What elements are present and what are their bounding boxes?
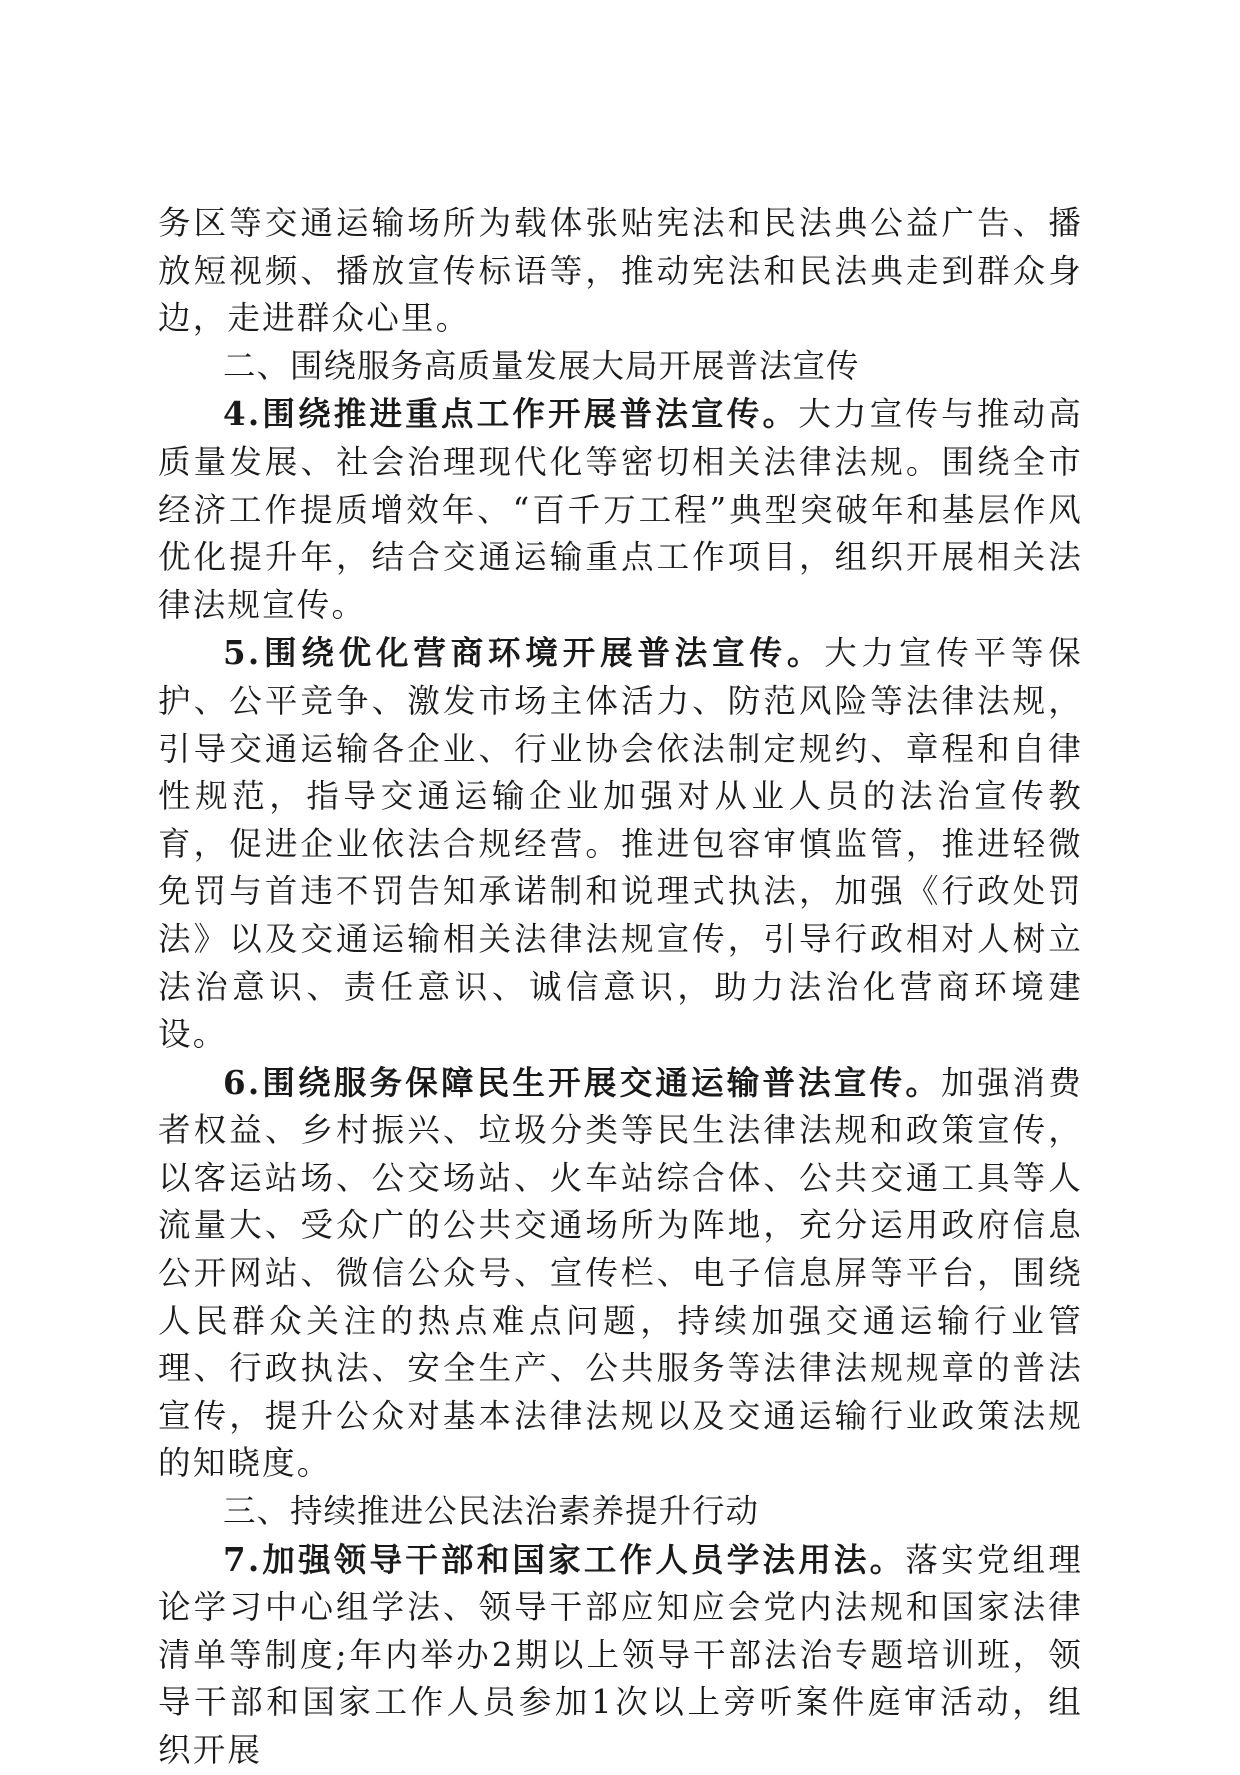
paragraph-text: 落实党组理论学习中心组学法、领导干部应知应会党内法规和国家法律清单等制度;年内举办2期以上领导干部法治专题培训班，领导干部和国家工作人员参加1次以上旁听案件庭审活动，组织开展 bbox=[158, 1540, 1083, 1769]
item-lead: 7.加强领导干部和国家工作人员学法用法。 bbox=[223, 1539, 906, 1579]
section-heading-3 bbox=[158, 1488, 1083, 1536]
paragraph-item-6 bbox=[158, 1059, 1083, 1488]
paragraph-text: 务区等交通运输场所为载体张贴宪法和民法典公益广告、播放短视频、播放宣传标语等，推动宪法和民法典走到群众身边，走进群众心里。 bbox=[158, 204, 1083, 338]
item-lead: 6.围绕服务保障民生开展交通运输普法宣传。 bbox=[223, 1062, 942, 1102]
paragraph-item-5 bbox=[158, 629, 1083, 1058]
item-lead: 4.围绕推进重点工作开展普法宣传。 bbox=[223, 394, 799, 434]
document-body bbox=[158, 200, 1083, 1775]
paragraph-text: 大力宣传平等保护、公平竞争、激发市场主体活力、防范风险等法律法规，引导交通运输各企业、行业协会依法制定规约、章程和自律性规范，指导交通运输企业加强对从业人员的法治宣传教育，促进企业依法合规经营。推进包容审慎监管，推进轻微免罚与首违不罚告知承诺制和说理式执法，加强《行政处罚法》以及交通运输相关法律法规宣传，引导行政相对人树立法治意识、责任意识、诚信意识，助力法治化营商环境建设。 bbox=[158, 634, 1083, 1054]
paragraph-text: 加强消费者权益、乡村振兴、垃圾分类等民生法律法规和政策宣传，以客运站场、公交场站、火车站综合体、公共交通工具等人流量大、受众广的公共交通场所为阵地，充分运用政府信息公开网站、微信公众号、宣传栏、电子信息屏等平台，围绕人民群众关注的热点难点问题，持续加强交通运输行业管理、行政执法、安全生产、公共服务等法律法规规章的普法宣传，提升公众对基本法律法规以及交通运输行业政策法规的知晓度。 bbox=[158, 1063, 1083, 1483]
paragraph-continuation bbox=[158, 200, 1083, 343]
paragraph-item-4 bbox=[158, 390, 1083, 629]
heading-text: 三、持续推进公民法治素养提升行动 bbox=[223, 1492, 760, 1531]
heading-text: 二、围绕服务高质量发展大局开展普法宣传 bbox=[223, 346, 860, 385]
item-lead: 5.围绕优化营商环境开展普法宣传。 bbox=[223, 633, 825, 673]
paragraph-item-7 bbox=[158, 1536, 1083, 1775]
section-heading-2 bbox=[158, 343, 1083, 391]
paragraph-text: 大力宣传与推动高质量发展、社会治理现代化等密切相关法律法规。围绕全市经济工作提质增效年、“百千万工程”典型突破年和基层作风优化提升年，结合交通运输重点工作项目，组织开展相关法律法规宣传。 bbox=[158, 395, 1083, 624]
